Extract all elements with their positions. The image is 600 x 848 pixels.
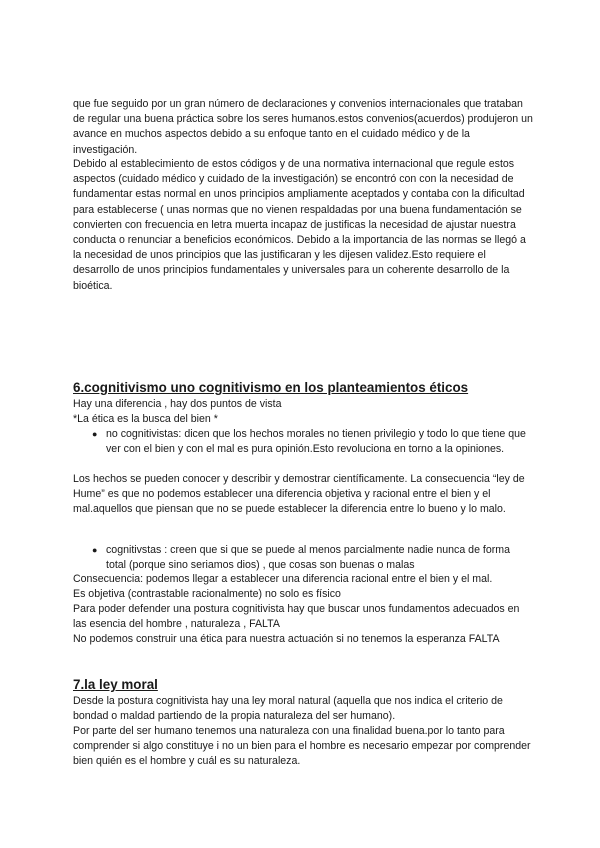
- consequence-line: Consecuencia: podemos llegar a establecer una diferencia racional entre el bien y el mal.: [73, 573, 493, 585]
- objective-line: Es objetiva (contrastable racionalmente) no solo es físico: [73, 588, 341, 600]
- section-6-heading: 6.cognitivismo uno cognitivismo en los planteamientos éticos: [73, 380, 469, 395]
- section-6-line-2: *La ética es la busca del bien *: [73, 413, 218, 425]
- intro-paragraph-1: que fue seguido por un gran número de declaraciones y convenios internacionales que trataban de regular una buena práctica sobre los seres humanos.estos convenios(acuerdos) produjeron un avance en muchos aspectos debido a su enfoque tanto en el cuidado médico y de la investigación.: [73, 98, 533, 156]
- section-7-paragraph-2: Por parte del ser humano tenemos una naturaleza con una finalidad buena.por lo tanto para comprender si algo constituye i no un bien para el hombre es necesario empezar por comprender bien quién es el hombre y cuál es su naturaleza.: [73, 725, 531, 768]
- hume-paragraph: Los hechos se pueden conocer y describir y demostrar científicamente. La consecuencia “ley de Hume” es que no podemos establecer una diferencia objetiva y racional entre el bien y el mal.aquellos que piensan que no se puede establecer la diferencia entre lo bueno y lo malo.: [73, 473, 525, 516]
- intro-paragraph-2: Debido al establecimiento de estos códigos y de una normativa internacional que regule estos aspectos (cuidado médico y cuidado de la investigación) se encontró con con la necesidad de fundamentar estas normal en unos principios ampliamente aceptados y contaba con la dificultad para establecerse ( unas normas que no vienen respaldadas por una buena fundamentación se convierten con frecuencia en letra muerta incapaz de justificas la necesidad de ajustar nuestra conducta o renunciar a beneficios económicos. Debido a la importancia de las normas se llegó a la necesidad de unos principios que las justificaran y les dijesen validez.Esto requiere el desarrollo de unos principios fundamentales y universales para un coherente desarrollo de la bioética.: [73, 158, 526, 292]
- bullet-marker: ●: [92, 429, 98, 439]
- section-7-heading: 7.la ley moral: [73, 677, 158, 692]
- bullet-no-cognitivistas: [92, 427, 532, 457]
- hope-line: No podemos construir una ética para nuestra actuación si no tenemos la esperanza FALTA: [73, 633, 500, 645]
- bullet-marker: ●: [92, 545, 98, 555]
- section-7-paragraph-1: Desde la postura cognitivista hay una ley moral natural (aquella que nos indica el criterio de bondad o maldad partiendo de la propia naturaleza del ser humano).: [73, 695, 503, 723]
- defend-paragraph: Para poder defender una postura cognitivista hay que buscar unos fundamentos adecuados en las esencia del hombre , naturaleza , FALTA: [73, 603, 520, 631]
- section-6-line-1: Hay una diferencia , hay dos puntos de vista: [73, 398, 282, 410]
- bullet-text: no cognitivistas: dicen que los hechos morales no tienen privilegio y todo lo que tiene que ver con el bien y con el mal es pura opinión.Esto revoluciona en torno a la opiniones.: [106, 428, 526, 456]
- bullet-text: cognitivstas : creen que si que se puede al menos parcialmente nadie nunca de forma total (porque sino seriamos dios) , que cosas son buenas o malas: [106, 544, 510, 572]
- bullet-cognitivistas: [92, 543, 532, 573]
